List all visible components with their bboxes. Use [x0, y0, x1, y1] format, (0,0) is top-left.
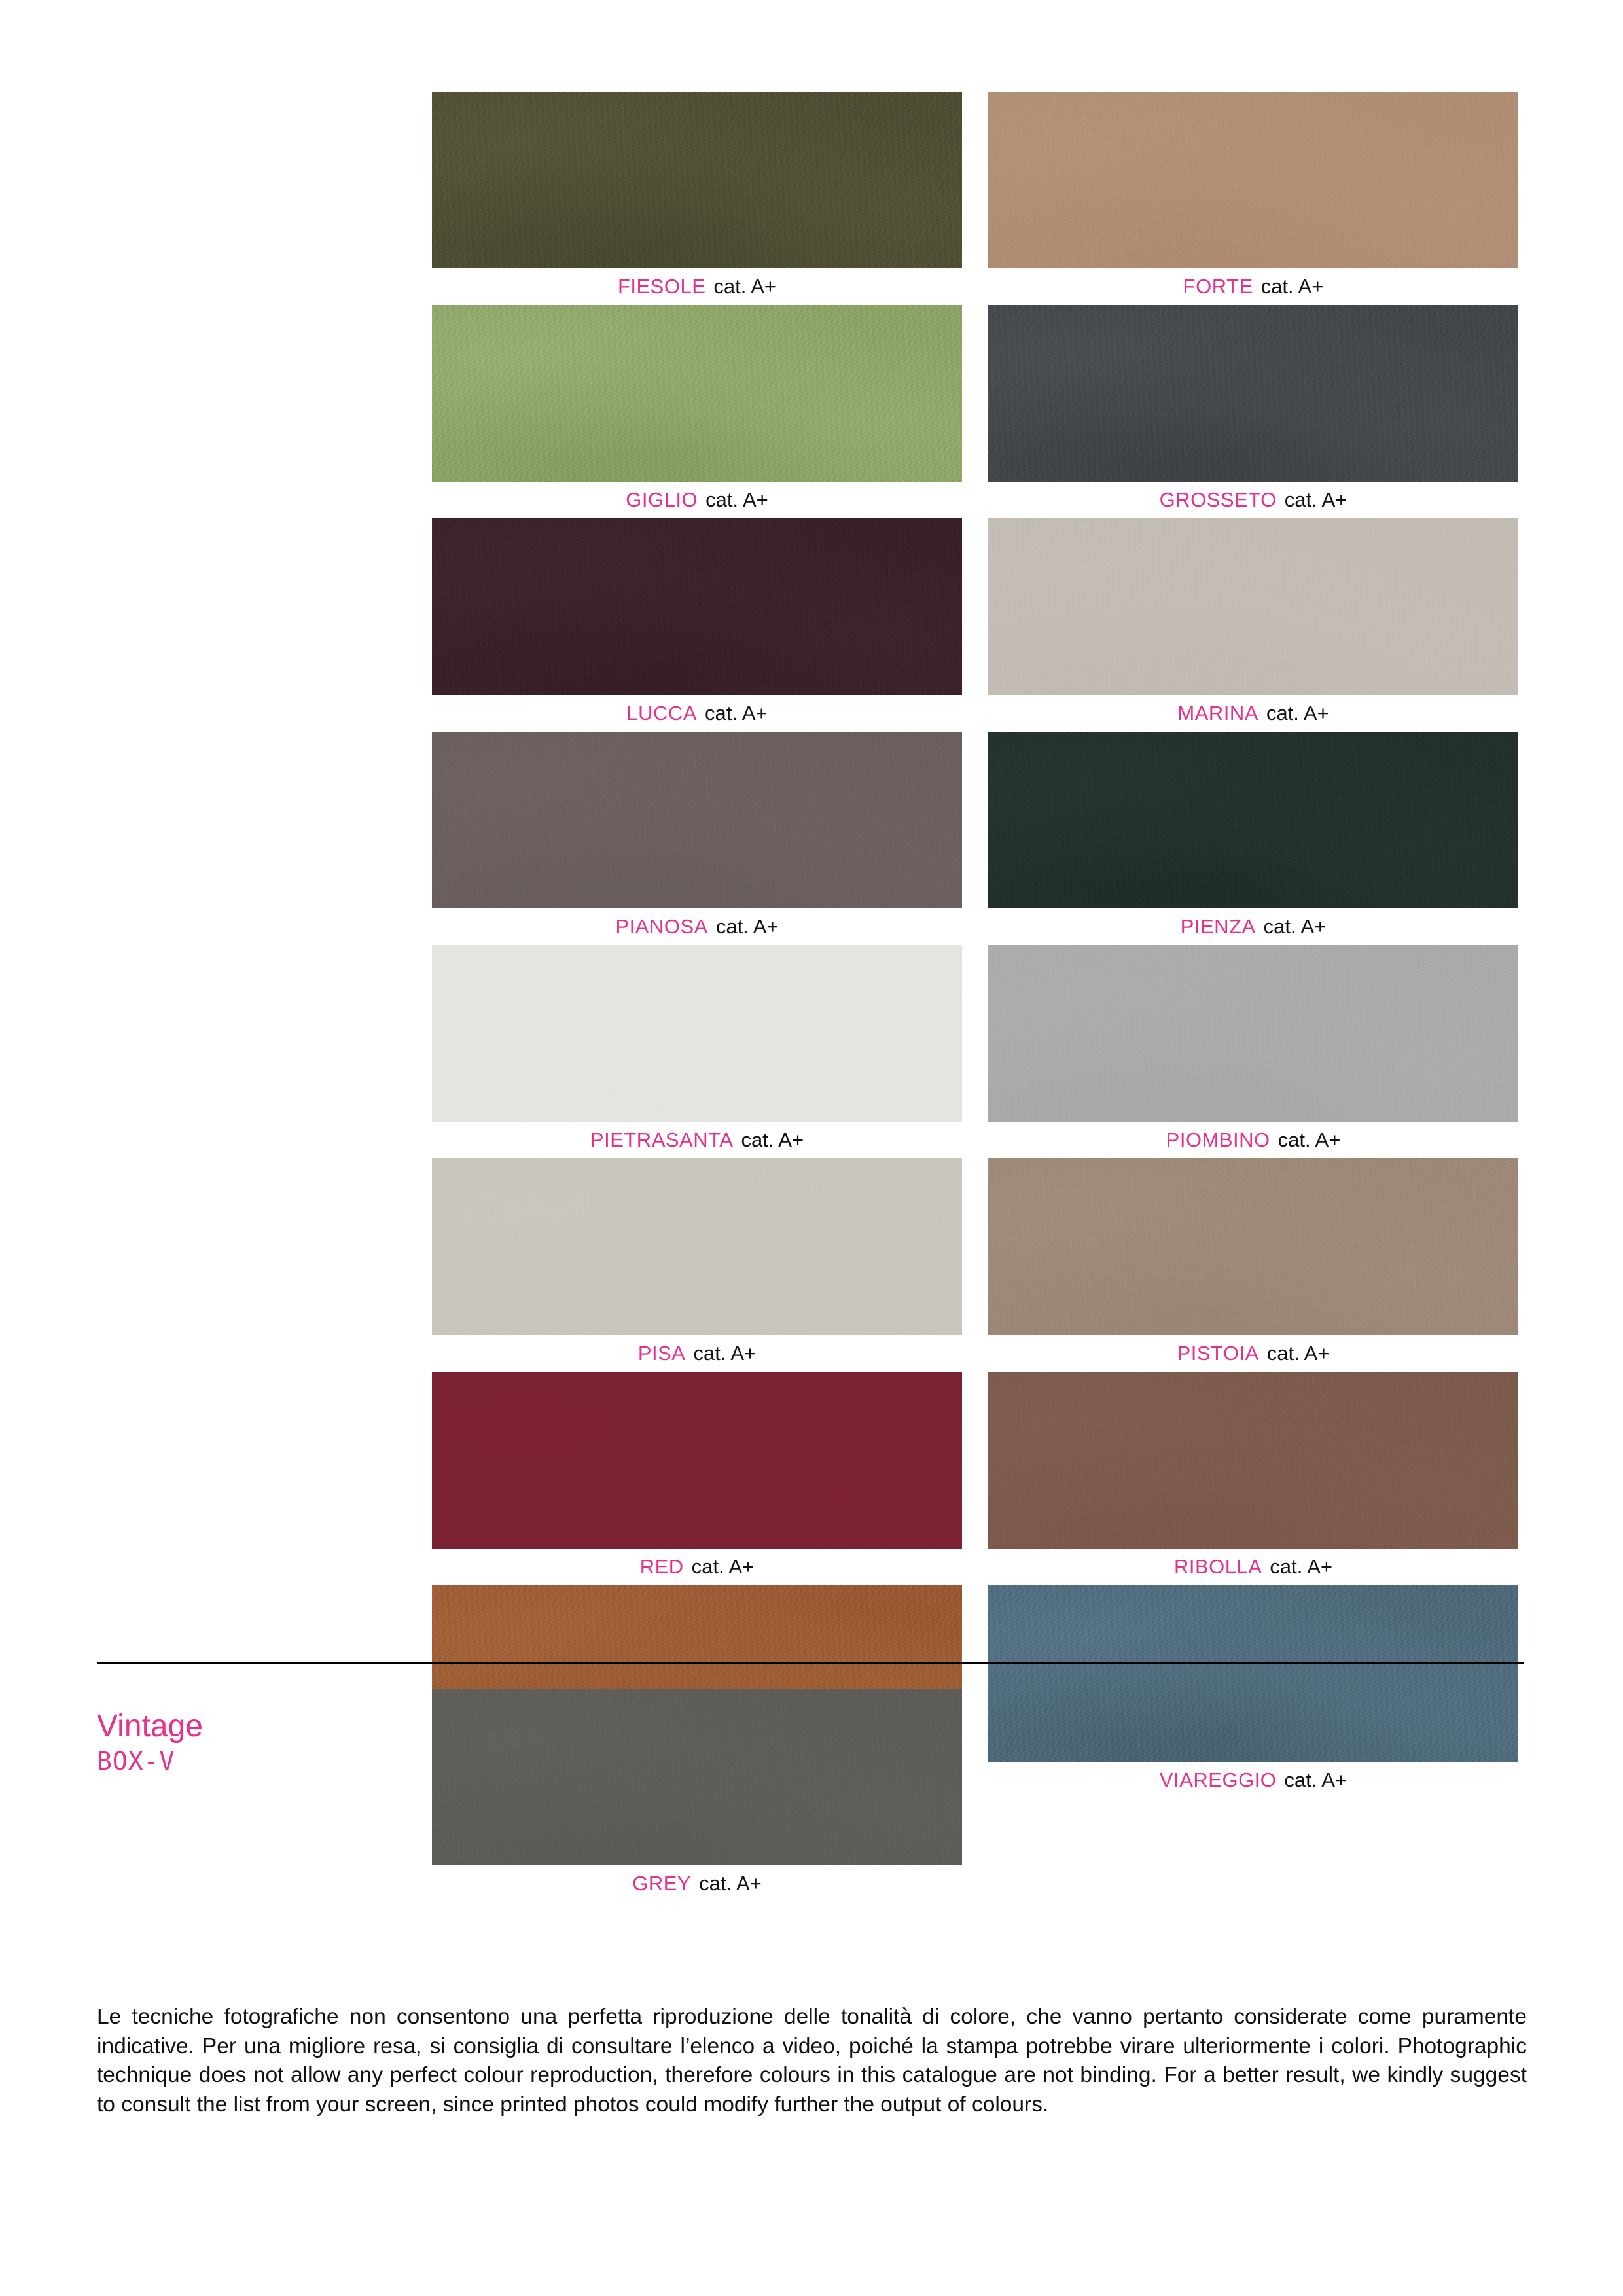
swatch-cell: [975, 1158, 1518, 1372]
swatch-row: [432, 945, 1518, 1158]
vintage-label: [97, 1708, 411, 1776]
swatch-caption-pianosa: [432, 908, 962, 945]
swatch-image-lucca: [432, 518, 962, 695]
swatch-name-giglio: GIGLIO: [626, 488, 698, 511]
swatch-image-grosseto: [988, 305, 1518, 482]
swatch-row: [432, 92, 1518, 305]
swatch-cell: [432, 92, 975, 305]
swatch-cell: [975, 518, 1518, 732]
vintage-code: BOX-V: [97, 1747, 175, 1776]
swatch-category-red: cat. A+: [691, 1555, 755, 1578]
swatch-category-giglio: cat. A+: [705, 488, 768, 511]
swatch-category-pietrasanta: cat. A+: [741, 1128, 804, 1151]
swatch-name-fiesole: FIESOLE: [617, 275, 706, 298]
swatch-category-grey: cat. A+: [699, 1872, 762, 1895]
swatch-name-lucca: LUCCA: [626, 702, 697, 725]
swatch-cell: [432, 732, 975, 945]
swatch-image-piombino: [988, 945, 1518, 1122]
swatch-row: [432, 305, 1518, 518]
swatch-caption-pisa: [432, 1335, 962, 1372]
swatch-caption-fiesole: [432, 268, 962, 305]
swatch-name-grosseto: GROSSETO: [1159, 488, 1277, 511]
swatch-category-lucca: cat. A+: [704, 702, 768, 725]
swatch-caption-grosseto: [988, 482, 1518, 518]
swatch-image-pienza: [988, 732, 1518, 908]
swatch-category-ribolla: cat. A+: [1270, 1555, 1333, 1578]
swatch-category-forte: cat. A+: [1260, 275, 1324, 298]
swatch-name-pianosa: PIANOSA: [615, 915, 708, 938]
swatch-caption-grey: [432, 1865, 962, 1902]
swatch-caption-ribolla: [988, 1549, 1518, 1585]
swatch-name-pistoia: PISTOIA: [1177, 1342, 1259, 1365]
swatch-image-viareggio: [988, 1585, 1518, 1762]
vintage-title: Vintage: [97, 1709, 203, 1744]
swatch-grid: [432, 92, 1518, 1799]
swatch-caption-lucca: [432, 695, 962, 732]
swatch-image-red: [432, 1372, 962, 1549]
swatch-row: [432, 1372, 1518, 1585]
swatch-cell: [432, 1158, 975, 1372]
swatch-name-pietrasanta: PIETRASANTA: [590, 1128, 734, 1151]
footer-disclaimer-text: Le tecniche fotografiche non consentono una perfetta riproduzione delle tonalità di colore, che vanno pertanto considerate come puramente indicative. Per una migliore resa, si consiglia di consultare l’elenco a video, poiché la stampa potrebbe virare ulteriormente i colori. Photographic technique does not allow any perfect colour reproduction, therefore colours in this catalogue are not binding. For a better result, we kindly suggest to consult the list from your screen, since printed photos could modify further the output of colours.: [97, 2005, 1527, 2117]
swatch-row: [432, 1158, 1518, 1372]
swatch-caption-forte: [988, 268, 1518, 305]
swatch-cell: [975, 732, 1518, 945]
swatch-image-grey: [432, 1689, 962, 1865]
swatch-name-grey: GREY: [632, 1872, 692, 1895]
swatch-cell: [432, 945, 975, 1158]
swatch-name-pisa: PISA: [637, 1342, 686, 1365]
swatch-name-pienza: PIENZA: [1180, 915, 1256, 938]
swatch-cell: [975, 945, 1518, 1158]
swatch-category-fiesole: cat. A+: [713, 275, 777, 298]
swatch-caption-pietrasanta: [432, 1122, 962, 1158]
swatch-cell: [432, 305, 975, 518]
swatch-name-red: RED: [639, 1555, 684, 1578]
swatch-name-piombino: PIOMBINO: [1166, 1128, 1270, 1151]
swatch-row: [432, 518, 1518, 732]
swatch-category-pistoia: cat. A+: [1266, 1342, 1330, 1365]
swatch-image-pietrasanta: [432, 945, 962, 1122]
swatch-caption-viareggio: [988, 1762, 1518, 1799]
swatch-caption-marina: [988, 695, 1518, 732]
swatch-category-grosseto: cat. A+: [1284, 488, 1347, 511]
vintage-swatch: [432, 1689, 962, 1902]
swatch-name-marina: MARINA: [1177, 702, 1258, 725]
footer-disclaimer: [97, 2003, 1527, 2119]
swatch-category-pianosa: cat. A+: [715, 915, 779, 938]
swatch-cell: [975, 1372, 1518, 1585]
swatch-caption-red: [432, 1549, 962, 1585]
section-divider: [97, 1662, 1524, 1664]
swatch-cell: [975, 1585, 1518, 1799]
swatch-caption-pienza: [988, 908, 1518, 945]
swatch-category-marina: cat. A+: [1266, 702, 1329, 725]
swatch-image-pianosa: [432, 732, 962, 908]
swatch-caption-pistoia: [988, 1335, 1518, 1372]
swatch-image-marina: [988, 518, 1518, 695]
swatch-name-forte: FORTE: [1183, 275, 1253, 298]
swatch-category-pisa: cat. A+: [693, 1342, 757, 1365]
swatch-cell: [432, 518, 975, 732]
swatch-image-ribolla: [988, 1372, 1518, 1549]
swatch-image-fiesole: [432, 92, 962, 268]
swatch-image-pistoia: [988, 1158, 1518, 1335]
swatch-image-forte: [988, 92, 1518, 268]
swatch-cell: [975, 305, 1518, 518]
swatch-name-ribolla: RIBOLLA: [1173, 1555, 1262, 1578]
swatch-name-viareggio: VIAREGGIO: [1159, 1768, 1277, 1791]
swatch-image-pisa: [432, 1158, 962, 1335]
swatch-row: [432, 732, 1518, 945]
swatch-category-pienza: cat. A+: [1263, 915, 1327, 938]
swatch-cell: [975, 92, 1518, 305]
swatch-cell: [432, 1372, 975, 1585]
swatch-image-giglio: [432, 305, 962, 482]
swatch-category-piombino: cat. A+: [1277, 1128, 1341, 1151]
swatch-caption-giglio: [432, 482, 962, 518]
swatch-caption-piombino: [988, 1122, 1518, 1158]
swatch-category-viareggio: cat. A+: [1284, 1768, 1347, 1791]
